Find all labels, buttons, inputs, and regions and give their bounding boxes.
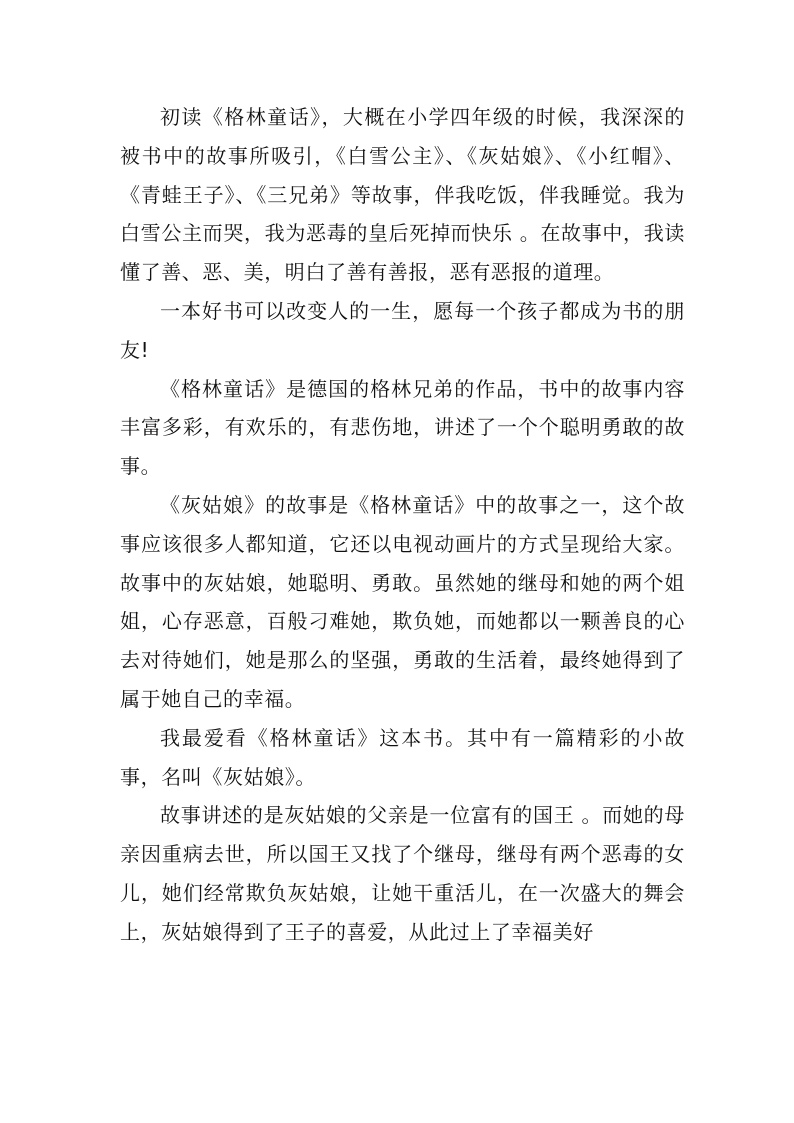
paragraph-3: 《格林童话》是德国的格林兄弟的作品，书中的故事内容丰富多彩，有欢乐的，有悲伤地，讲述了一个个聪明勇敢的故事。 [120, 376, 685, 479]
text-body [120, 98, 685, 952]
paragraph-5: 我最爱看《格林童话》这本书。其中有一篇精彩的小故事，名叫《灰姑娘》。 [120, 725, 685, 789]
paragraph-2: 一本好书可以改变人的一生，愿每一个孩子都成为书的朋友! [120, 298, 685, 362]
paragraph-6: 故事讲述的是灰姑娘的父亲是一位富有的国王 。而她的母亲因重病去世，所以国王又找了个继母，继母有两个恶毒的女儿，她们经常欺负灰姑娘，让她干重活儿，在一次盛大的舞会上，灰姑娘得到了王子的喜爱，从此过上了幸福美好 [120, 803, 685, 944]
paragraph-1: 初读《格林童话》，大概在小学四年级的时候，我深深的被书中的故事所吸引，《白雪公主》、《灰姑娘》、《小红帽》、《青蛙王子》、《三兄弟》等故事，伴我吃饭，伴我睡觉。我为白雪公主而哭，我为恶毒的皇后死掉而快乐 。在故事中，我读懂了善、恶、美，明白了善有善报，恶有恶报的道理。 [120, 105, 685, 285]
paragraph-4: 《灰姑娘》的故事是《格林童话》中的故事之一，这个故事应该很多人都知道，它还以电视动画片的方式呈现给大家。故事中的灰姑娘，她聪明、勇敢。虽然她的继母和她的两个姐姐，心存恶意，百般刁难她，欺负她，而她都以一颗善良的心去对待她们，她是那么的坚强，勇敢的生活着，最终她得到了属于她自己的幸福。 [120, 492, 685, 711]
